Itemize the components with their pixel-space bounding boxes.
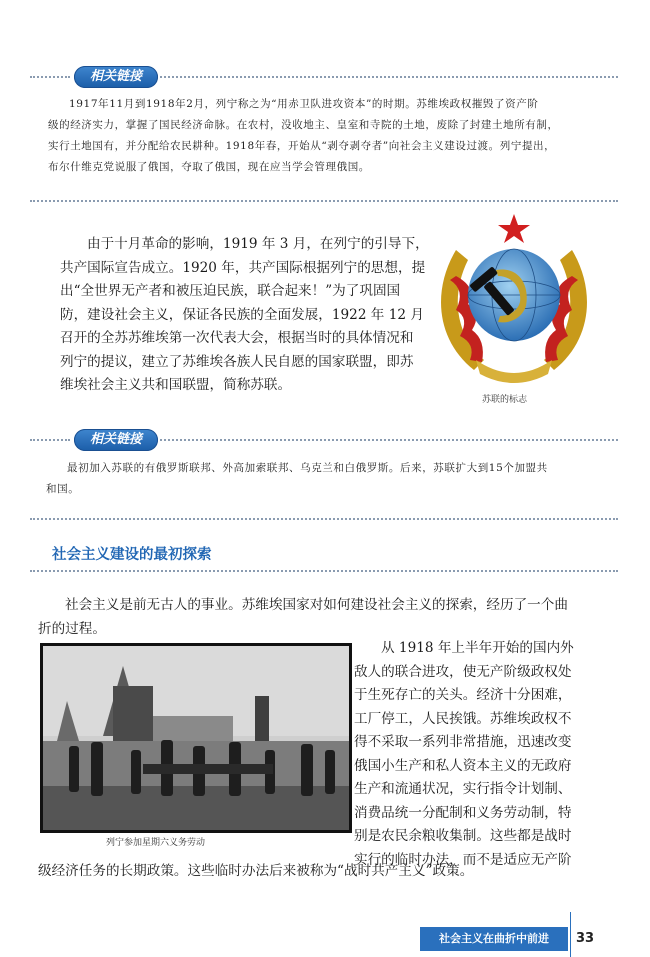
page-number: 33	[576, 931, 595, 946]
text-line: 和国。	[46, 483, 80, 495]
dotted-divider	[30, 76, 70, 78]
dotted-divider	[160, 439, 618, 441]
related-link-badge: 相关链接	[74, 429, 158, 451]
lenin-subbotnik-photo	[40, 643, 352, 833]
text-line: 最初加入苏联的有俄罗斯联邦、外高加索联邦、乌克兰和白俄罗斯。后来，苏联扩大到15个加盟共	[67, 462, 548, 474]
text-line: 俄国小生产和私人资本主义的无政府	[354, 757, 572, 774]
related-link-header-1	[30, 66, 618, 88]
text-line: 实行土地国有，并分配给农民耕种。1918年春，开始从“剥夺剥夺者”向社会主义建设过渡。列宁提出，	[48, 140, 556, 152]
text-line: 社会主义是前无古人的事业。苏维埃国家对如何建设社会主义的探索，经历了一个曲	[65, 597, 568, 613]
text-line: 1917年11月到1918年2月，列宁称之为“用赤卫队进攻资本”的时期。苏维埃政权摧毁了资产阶	[69, 98, 539, 110]
related-link-text-2	[46, 458, 616, 500]
footer-divider	[570, 912, 571, 957]
related-link-header-2	[30, 429, 618, 451]
related-link-badge: 相关链接	[74, 66, 158, 88]
photo-caption: 列宁参加星期六义务劳动	[106, 838, 206, 848]
chapter-title: 社会主义在曲折中前进	[439, 932, 549, 945]
dotted-divider	[30, 518, 618, 520]
text-line: 折的过程。	[38, 620, 106, 637]
text-line: 别是农民余粮收集制。这些都是战时	[354, 828, 572, 844]
dotted-divider	[160, 76, 618, 78]
text-line: 得不采取一系列非常措施，迅速改变	[354, 734, 572, 750]
ussr-emblem-image	[426, 210, 602, 392]
paragraph-ussr-founding	[60, 233, 430, 398]
text-line: 级的经济实力，掌握了国民经济命脉。在农村，没收地主、皇室和寺院的土地，废除了封建土地所有制，	[48, 119, 559, 131]
text-line: 列宁的提议，建立了苏维埃各族人民自愿的国家联盟，即苏	[60, 353, 414, 370]
paragraph-war-communism-end	[38, 860, 618, 884]
paragraph-war-communism	[354, 637, 614, 872]
text-line: 防，建设社会主义，保证各民族的全面发展，1922 年 12 月	[60, 306, 424, 323]
dotted-divider	[30, 200, 618, 202]
dotted-divider	[30, 439, 70, 441]
related-link-text-1	[48, 94, 608, 178]
text-line: 维埃社会主义共和国联盟，简称苏联。	[60, 377, 292, 393]
text-line: 共产国际宣告成立。1920 年，共产国际根据列宁的思想，提	[60, 259, 426, 276]
section-title: 社会主义建设的最初探索	[52, 547, 212, 563]
ussr-emblem-icon	[426, 210, 602, 392]
paragraph-intro	[38, 594, 618, 641]
photo-image	[43, 646, 349, 830]
text-line: 实行的临时办法，而不是适应无产阶	[354, 851, 572, 868]
text-line: 消费品统一分配制和义务劳动制，特	[354, 804, 572, 821]
text-line: 布尔什维克党说服了俄国，夺取了俄国，现在应当学会管理俄国。	[48, 161, 370, 173]
text-line: 工厂停工，人民挨饿。苏维埃政权不	[354, 710, 572, 727]
text-line: 召开的全苏苏维埃第一次代表大会，根据当时的具体情况和	[60, 330, 414, 346]
emblem-caption: 苏联的标志	[482, 395, 528, 405]
text-line: 于生死存亡的关头。经济十分困难，	[354, 687, 572, 703]
text-line: 从 1918 年上半年开始的国内外	[381, 640, 574, 656]
text-line: 生产和流通状况，实行指令计划制、	[354, 781, 572, 797]
text-line: 敌人的联合进攻，使无产阶级政权处	[354, 663, 572, 680]
text-line: 由于十月革命的影响，1919 年 3 月，在列宁的引导下，	[87, 236, 429, 252]
text-line: 级经济任务的长期政策。这些临时办法后来被称为“战时共产主义”政策。	[38, 863, 474, 879]
dotted-divider	[30, 570, 618, 572]
text-line: 出“全世界无产者和被压迫民族，联合起来！”为了巩固国	[60, 283, 401, 299]
